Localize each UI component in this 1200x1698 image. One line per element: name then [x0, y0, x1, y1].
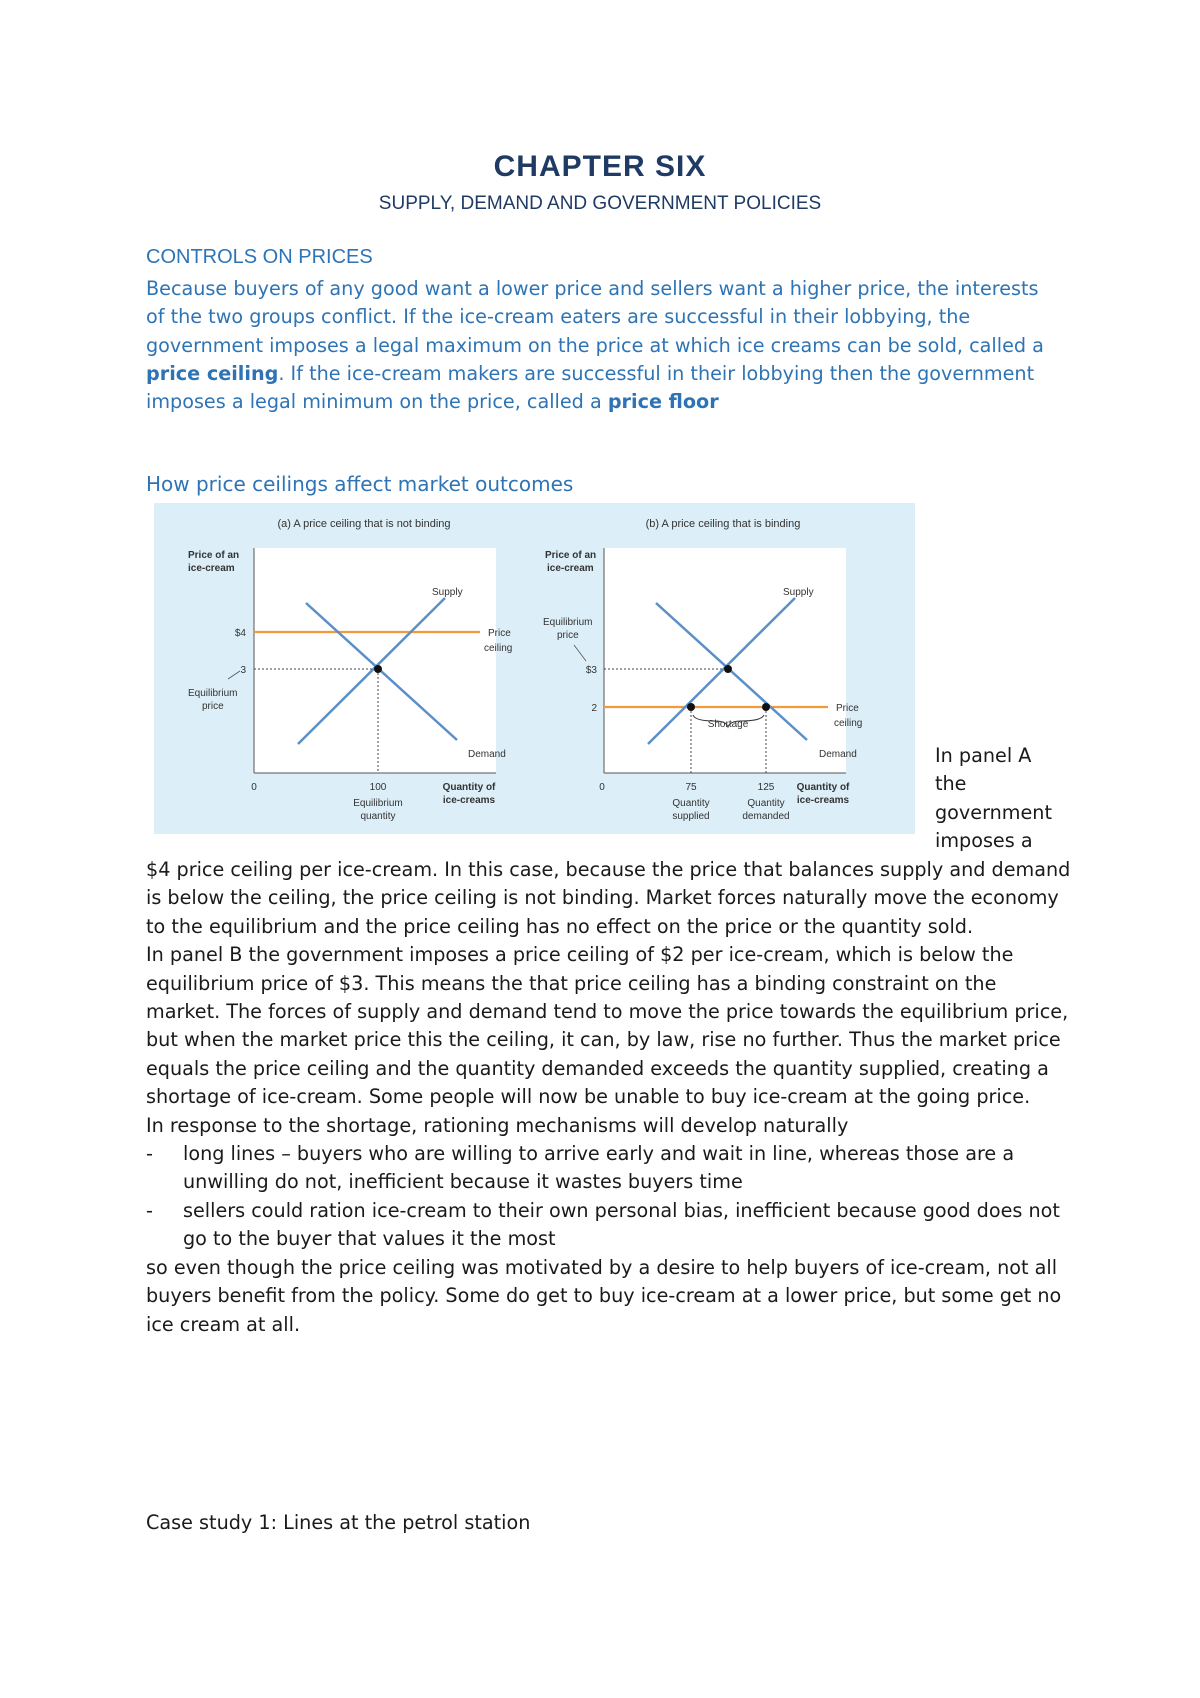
panel-b-eq-price-label-1: Equilibrium [543, 617, 593, 628]
panel-a-tick-eq-qty: 100 [369, 782, 387, 793]
panel-b-equilibrium-point [724, 665, 732, 673]
panel-a-tick-ceiling: $4 [234, 628, 246, 639]
term-price-floor: price floor [607, 390, 719, 414]
panel-b-tick-qs: 75 [685, 782, 697, 793]
list-item-text: sellers could ration ice-cream to their own personal bias, inefficient because good does not go to the buyer that values it the most [183, 1198, 1060, 1251]
panel-a-ceiling-label-1: Price [488, 628, 511, 639]
panel-b-ceiling-label-1: Price [836, 703, 859, 714]
panel-a-ceiling-label-2: ceiling [484, 643, 513, 654]
list-item [146, 1140, 1076, 1197]
panel-a-eq-price-pointer [228, 671, 240, 679]
panel-a-y-axis-label-2: ice-cream [188, 563, 235, 574]
panel-a-demand-label: Demand [468, 749, 506, 760]
panel-a-eq-price-label-2: price [202, 701, 224, 712]
panel-a-plot-area [254, 548, 496, 773]
term-price-ceiling: price ceiling [146, 361, 279, 385]
panel-b-tick-qd: 125 [757, 782, 775, 793]
panel-a-title: (a) A price ceiling that is not binding [277, 518, 451, 530]
panel-a-y-axis-label-1: Price of an [188, 550, 240, 561]
panel-b-qd-label-2: demanded [742, 811, 790, 822]
paragraph-panel-b: In panel B the government imposes a price ceiling of $2 per ice-cream, which is below the equilibrium price of $3. This means the that price ceiling has a binding constraint on the market. The forces of supply and demand tend to move the price towards the equilibrium price, but when the market price this the ceiling, it can, by law, rise no further. Thus the market price equals the price ceiling and the quantity demanded exceeds the quantity supplied, creating a shortage of ice-cream. Some people will now be unable to buy ice-cream at the going price. [146, 943, 1069, 1109]
panel-a-x-axis-label-2: ice-creams [442, 795, 496, 806]
paragraph-conclusion: so even though the price ceiling was motivated by a desire to help buyers of ice-cream, not all buyers benefit from the policy. Some do get to buy ice-cream at a lower price, but some get no ice cream at all. [146, 1255, 1062, 1336]
section-heading: CONTROLS ON PRICES [146, 246, 373, 268]
panel-a [188, 518, 512, 822]
list-item [146, 1197, 1076, 1254]
list-dash: - [146, 1198, 153, 1222]
side-text: In panel A the government imposes a [935, 744, 1052, 853]
panel-b-eq-price-pointer [574, 645, 586, 661]
panel-b-qs-label-2: supplied [672, 811, 710, 822]
intro-text-1: Because buyers of any good want a lower price and sellers want a higher price, the interests of the two groups conflict. If the ice-cream eaters are successful in their lobbying, the government imposes a legal maximum on the price at which ice creams can be sold, called a [146, 277, 1044, 357]
panel-b-title: (b) A price ceiling that is binding [645, 518, 801, 530]
panel-b-tick-eq-price: $3 [585, 665, 597, 676]
paragraph-panel-a: $4 price ceiling per ice-cream. In this case, because the price that balances supply and demand is below the ceiling, the price ceiling is not binding. Market forces naturally move the economy to the equilibrium and the price ceiling has no effect on the price or the quantity sold. [146, 858, 1071, 938]
panel-a-supply-label: Supply [432, 587, 463, 598]
panel-a-x-axis-label-1: Quantity of [442, 782, 496, 793]
list-dash: - [146, 1142, 153, 1166]
panel-b-ceiling-label-2: ceiling [834, 718, 863, 729]
intro-paragraph [146, 275, 1046, 416]
paragraph-rationing: In response to the shortage, rationing mechanisms will develop naturally [146, 1113, 849, 1137]
panel-b-y-axis-label-1: Price of an [545, 550, 597, 561]
panel-b-tick-zero: 0 [599, 782, 605, 793]
panel-b-eq-price-label-2: price [557, 630, 579, 641]
chapter-title: CHAPTER SIX [493, 150, 707, 183]
price-ceiling-figure [154, 503, 915, 834]
panel-a-eq-qty-label-2: quantity [360, 811, 396, 822]
panel-b-qd-label-1: Quantity [747, 798, 785, 809]
intro-text-2: . If the ice-cream makers are successful in their lobbying then the government imposes a legal minimum on the price, called a [146, 361, 1035, 414]
panel-b-y-axis-label-2: ice-cream [547, 563, 594, 574]
panel-a-tick-zero: 0 [251, 782, 257, 793]
panel-b-demand-label: Demand [819, 749, 857, 760]
case-study-heading: Case study 1: Lines at the petrol station [146, 1511, 531, 1534]
panel-b [543, 518, 862, 822]
chapter-subtitle: SUPPLY, DEMAND AND GOVERNMENT POLICIES [378, 193, 822, 214]
panel-b-supply-label: Supply [783, 587, 814, 598]
subsection-heading: How price ceilings affect market outcomes [146, 472, 574, 496]
body-text [146, 856, 1076, 1339]
list-item-text: long lines – buyers who are willing to arrive early and wait in line, whereas those are a unwilling do not, inefficient because it wastes buyers time [183, 1142, 1015, 1194]
panel-b-demand-ceiling-point [762, 703, 770, 711]
panel-a-tick-eq-price: 3 [240, 665, 246, 676]
rationing-list [146, 1140, 1076, 1254]
panel-b-supply-ceiling-point [687, 703, 695, 711]
panel-a-eq-qty-label-1: Equilibrium [353, 798, 403, 809]
panel-b-shortage-label: Shortage [707, 719, 749, 730]
panel-b-plot-area [604, 548, 846, 773]
panel-a-equilibrium-point [374, 665, 382, 673]
panel-b-x-axis-label-1: Quantity of [796, 782, 850, 793]
panel-a-eq-price-label-1: Equilibrium [188, 688, 238, 699]
panel-b-x-axis-label-2: ice-creams [796, 795, 850, 806]
panel-b-qs-label-1: Quantity [672, 798, 710, 809]
panel-b-tick-ceiling: 2 [591, 703, 597, 714]
